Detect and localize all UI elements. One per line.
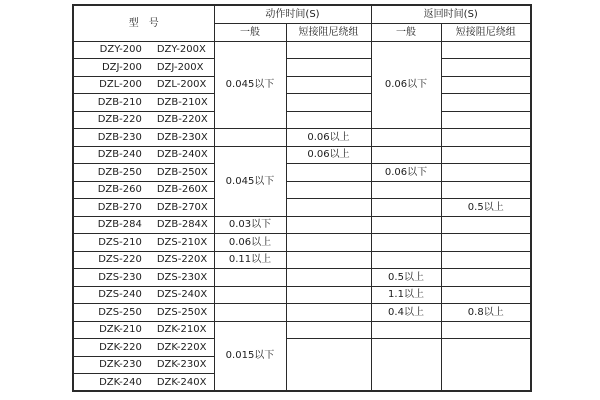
model-cell [73,199,214,217]
action-damping-cell [286,321,371,339]
header-model: 型 号 [73,5,214,41]
return-damping-cell [441,146,531,164]
action-damping-cell [286,339,371,392]
action-general-cell [214,129,286,147]
action-general-cell: 0.015以下 [214,321,286,391]
action-general-cell: 0.03以下 [214,216,286,234]
header-action-general: 一般 [214,23,286,41]
return-general-cell [371,181,441,199]
model-cell [73,41,214,59]
model-cell [73,251,214,269]
return-damping-cell [441,181,531,199]
return-general-cell [371,199,441,217]
model-name-x: DZB-270X [156,201,208,213]
model-name: DZB-230 [97,131,142,143]
model-cell [73,269,214,287]
return-general-cell [371,129,441,147]
return-damping-cell [441,76,531,94]
table-row [73,321,531,339]
model-name-x: DZK-210X [156,324,207,336]
action-general-cell: 0.045以下 [214,41,286,129]
model-name: DZB-270 [97,201,142,213]
table-row [73,164,531,182]
table-row [73,339,531,357]
model-name-x: DZL-200X [156,79,207,91]
model-name-x: DZS-250X [156,306,208,318]
model-cell [73,216,214,234]
action-general-cell: 0.06以上 [214,234,286,252]
model-name-x: DZB-220X [156,114,208,126]
model-cell [73,146,214,164]
return-damping-cell [441,94,531,112]
return-damping-cell: 0.5以上 [441,199,531,217]
model-cell [73,339,214,357]
model-cell [73,356,214,374]
action-damping-cell [286,304,371,322]
model-cell [73,111,214,129]
action-general-cell: 0.045以下 [214,146,286,216]
table-row [73,216,531,234]
return-damping-cell [441,269,531,287]
return-general-cell: 0.06以下 [371,41,441,129]
model-name: DZB-220 [97,114,142,126]
model-name: DZS-210 [98,236,142,248]
table-row [73,181,531,199]
model-name: DZB-284 [97,219,142,231]
model-name: DZB-240 [97,149,142,161]
table-row [73,234,531,252]
model-cell [73,321,214,339]
action-damping-cell [286,94,371,112]
return-general-cell: 0.06以下 [371,164,441,182]
model-cell [73,164,214,182]
model-cell [73,304,214,322]
action-damping-cell [286,199,371,217]
model-name-x: DZS-240X [156,289,208,301]
model-name-x: DZB-240X [156,149,208,161]
model-name: DZS-220 [98,254,142,266]
return-damping-cell [441,164,531,182]
return-general-cell [371,146,441,164]
model-name-x: DZS-220X [156,254,208,266]
return-general-cell [371,251,441,269]
model-cell [73,234,214,252]
table-row [73,269,531,287]
model-name: DZB-210 [97,96,142,108]
model-name: DZY-200 [99,44,142,56]
header-return-general: 一般 [371,23,441,41]
action-general-cell [214,286,286,304]
model-name: DZS-230 [98,271,142,283]
model-name: DZS-250 [98,306,142,318]
action-damping-cell [286,251,371,269]
table-row [73,286,531,304]
table-row [73,111,531,129]
return-general-cell [371,321,441,339]
model-name: DZK-210 [99,324,142,336]
model-name-x: DZJ-200X [156,61,204,73]
action-damping-cell [286,76,371,94]
model-cell [73,286,214,304]
model-name-x: DZK-230X [156,359,207,371]
model-cell [73,59,214,77]
model-cell [73,76,214,94]
action-damping-cell [286,59,371,77]
table-row [73,41,531,59]
model-name: DZK-230 [99,359,142,371]
model-name: DZB-260 [97,184,142,196]
model-name-x: DZK-220X [156,341,207,353]
return-damping-cell [441,286,531,304]
action-damping-cell [286,216,371,234]
relay-timing-table [72,4,532,392]
action-damping-cell: 0.06以上 [286,129,371,147]
action-damping-cell [286,286,371,304]
return-damping-cell [441,339,531,392]
model-name: DZS-240 [98,289,142,301]
header-action-damping: 短接阻尼绕组 [286,23,371,41]
action-general-cell [214,304,286,322]
model-name-x: DZY-200X [156,44,206,56]
return-damping-cell [441,234,531,252]
return-damping-cell [441,321,531,339]
table-row [73,76,531,94]
return-general-cell: 0.5以上 [371,269,441,287]
table-row [73,251,531,269]
return-damping-cell [441,111,531,129]
return-general-cell: 1.1以上 [371,286,441,304]
model-name-x: DZS-210X [156,236,208,248]
return-damping-cell [441,129,531,147]
action-damping-cell [286,41,371,59]
header-return-time: 返回时间(S) [371,5,531,23]
return-damping-cell: 0.8以上 [441,304,531,322]
model-cell [73,94,214,112]
return-damping-cell [441,216,531,234]
model-cell [73,129,214,147]
model-name-x: DZK-240X [156,376,207,388]
table-row [73,59,531,77]
action-damping-cell [286,234,371,252]
return-general-cell: 0.4以上 [371,304,441,322]
action-general-cell: 0.11以上 [214,251,286,269]
return-general-cell [371,216,441,234]
return-damping-cell [441,41,531,59]
action-damping-cell: 0.06以上 [286,146,371,164]
action-damping-cell [286,181,371,199]
table-row [73,129,531,147]
model-name: DZL-200 [99,79,142,91]
model-cell [73,374,214,392]
model-name-x: DZB-230X [156,131,208,143]
model-name-x: DZS-230X [156,271,208,283]
return-general-cell [371,234,441,252]
model-name: DZB-250 [97,166,142,178]
header-return-damping: 短接阻尼绕组 [441,23,531,41]
table-row [73,199,531,217]
return-general-cell [371,339,441,392]
action-damping-cell [286,164,371,182]
model-cell [73,181,214,199]
return-damping-cell [441,251,531,269]
model-name-x: DZB-260X [156,184,208,196]
header-row-1 [73,5,531,23]
header-action-time: 动作时间(S) [214,5,371,23]
table-row [73,304,531,322]
model-name: DZJ-200 [101,61,142,73]
action-general-cell [214,269,286,287]
model-name: DZK-240 [99,376,142,388]
model-name-x: DZB-250X [156,166,208,178]
action-damping-cell [286,269,371,287]
model-name-x: DZB-284X [156,219,208,231]
action-damping-cell [286,111,371,129]
table-row [73,146,531,164]
return-damping-cell [441,59,531,77]
model-name: DZK-220 [99,341,142,353]
table-row [73,94,531,112]
model-name-x: DZB-210X [156,96,208,108]
